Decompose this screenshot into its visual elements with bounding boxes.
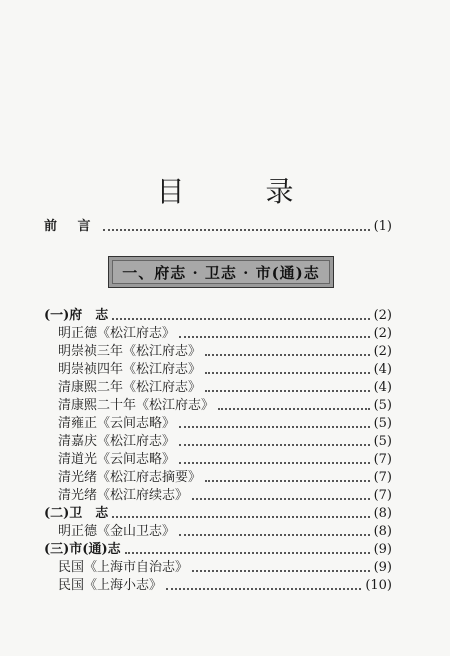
leader-dots [112, 515, 369, 518]
toc-entry[interactable] [58, 469, 392, 487]
toc-entry[interactable] [58, 379, 392, 397]
section-banner [108, 256, 334, 288]
toc-page-number: (7) [373, 452, 392, 467]
toc-page-number: (4) [373, 380, 392, 395]
toc-page-number: (9) [373, 560, 392, 575]
leader-dots [205, 389, 370, 392]
toc-entry[interactable] [58, 415, 392, 433]
toc-entry[interactable] [58, 325, 392, 343]
toc-label: 前 言 [44, 219, 99, 234]
leader-dots [125, 551, 370, 554]
leader-dots [179, 443, 370, 446]
leader-dots [205, 353, 370, 356]
toc-page-number: (1) [373, 219, 392, 234]
leader-dots [166, 587, 361, 590]
toc-label: 清道光《云间志略》 [58, 452, 176, 467]
toc-page-number: (2) [373, 344, 392, 359]
toc-entry[interactable] [58, 577, 392, 595]
toc-page-number: (10) [365, 578, 392, 593]
toc-label: 民国《上海市自治志》 [58, 560, 189, 575]
toc-group-label: (二)卫 志 [44, 506, 109, 521]
toc-entry[interactable] [58, 361, 392, 379]
leader-dots [218, 407, 370, 410]
toc-group-shizhi[interactable] [44, 541, 392, 559]
leader-dots [179, 425, 370, 428]
page-title: 目 录 [156, 175, 330, 208]
toc-label: 民国《上海小志》 [58, 578, 163, 593]
toc-page-number: (5) [373, 416, 392, 431]
toc-page-number: (8) [373, 506, 392, 521]
leader-dots [179, 335, 370, 338]
leader-dots [103, 228, 370, 231]
toc-label: 清光绪《松江府续志》 [58, 488, 189, 503]
toc-entry[interactable] [58, 523, 392, 541]
toc-entry[interactable] [58, 397, 392, 415]
leader-dots [205, 479, 370, 482]
toc-label: 清光绪《松江府志摘要》 [58, 470, 202, 485]
toc-page-number: (8) [373, 524, 392, 539]
toc-group-label: (三)市(通)志 [44, 542, 121, 557]
toc-label: 清康熙二十年《松江府志》 [58, 398, 215, 413]
toc-page-number: (7) [373, 488, 392, 503]
section-banner-title: 一、府志 · 卫志 · 市(通)志 [122, 263, 320, 282]
leader-dots [192, 497, 370, 500]
leader-dots [192, 569, 370, 572]
toc-page-number: (7) [373, 470, 392, 485]
toc-entry[interactable] [58, 433, 392, 451]
toc-page-number: (5) [373, 434, 392, 449]
toc-page-number: (4) [373, 362, 392, 377]
leader-dots [205, 371, 370, 374]
toc-label: 明正德《金山卫志》 [58, 524, 176, 539]
toc-label: 明崇祯三年《松江府志》 [58, 344, 202, 359]
toc-page-number: (2) [373, 326, 392, 341]
toc-group-fuzhi[interactable] [44, 307, 392, 325]
toc-page-number: (5) [373, 398, 392, 413]
toc-entry-preface[interactable] [44, 218, 392, 236]
toc-page-number: (2) [373, 308, 392, 323]
leader-dots [179, 533, 370, 536]
leader-dots [179, 461, 370, 464]
toc-entry[interactable] [58, 487, 392, 505]
toc-entry[interactable] [58, 451, 392, 469]
toc-group-weizhi[interactable] [44, 505, 392, 523]
toc-label: 清康熙二年《松江府志》 [58, 380, 202, 395]
toc-label: 明正德《松江府志》 [58, 326, 176, 341]
toc-group-label: (一)府 志 [44, 308, 109, 323]
toc-entry[interactable] [58, 343, 392, 361]
toc-page-number: (9) [373, 542, 392, 557]
toc-entry[interactable] [58, 559, 392, 577]
leader-dots [112, 317, 369, 320]
toc-label: 清雍正《云间志略》 [58, 416, 176, 431]
toc-label: 明崇祯四年《松江府志》 [58, 362, 202, 377]
toc-label: 清嘉庆《松江府志》 [58, 434, 176, 449]
